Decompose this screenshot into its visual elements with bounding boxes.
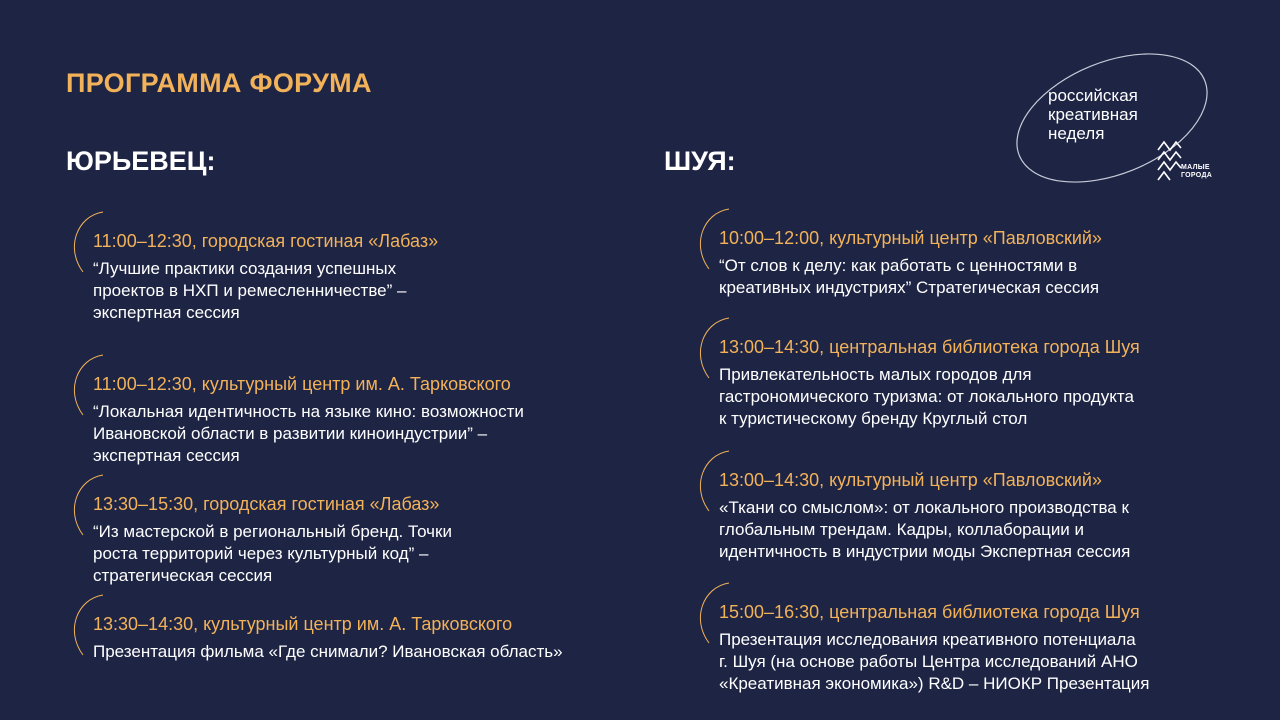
event-description: “Локальная идентичность на языке кино: возможности Ивановской области в развитии киноиндустрии” – экспертная сессия (93, 402, 524, 465)
logo-text: российская креативная неделя (1048, 86, 1138, 143)
event-time: 13:30–14:30, культурный центр им. А. Тарковского (93, 614, 513, 634)
arc-decoration-icon (689, 579, 737, 649)
arc-decoration-icon (689, 447, 737, 517)
event-description: Презентация фильма «Где снимали? Ивановская область» (93, 642, 563, 661)
event-description: “Из мастерской в региональный бренд. Точки роста территорий через культурный код” – стратегическая сессия (93, 522, 452, 585)
event-time: 11:00–12:30, городская гостиная «Лабаз» (93, 231, 439, 251)
event-item (93, 230, 438, 324)
event-description: «Ткани со смыслом»: от локального производства к глобальным трендам. Кадры, коллаборации и идентичность в индустрии моды Экспертная сессия (719, 498, 1131, 561)
event-item (719, 601, 1150, 695)
arc-decoration-icon (689, 205, 737, 275)
event-time: 15:00–16:30, центральная библиотека города Шуя (719, 602, 1140, 622)
arc-decoration-icon (63, 351, 111, 421)
event-time: 13:30–15:30, городская гостиная «Лабаз» (93, 494, 440, 514)
arc-decoration-icon (689, 314, 737, 384)
arc-decoration-icon (63, 208, 111, 278)
arc-decoration-icon (63, 591, 111, 661)
event-description: “От слов к делу: как работать с ценностями в креативных индустриях” Стратегическая сессия (719, 256, 1100, 297)
event-time: 10:00–12:00, культурный центр «Павловский» (719, 228, 1102, 248)
arc-decoration-icon (63, 471, 111, 541)
logo (1000, 52, 1240, 202)
event-time: 13:00–14:30, центральная библиотека города Шуя (719, 337, 1140, 357)
event-item (719, 469, 1130, 563)
event-item (93, 493, 452, 587)
event-item (719, 336, 1140, 430)
column-title-shuya: ШУЯ: (664, 146, 736, 176)
event-time: 11:00–12:30, культурный центр им. А. Тарковского (93, 374, 511, 394)
mountain-logo-icon (1156, 136, 1182, 182)
event-time: 13:00–14:30, культурный центр «Павловский» (719, 470, 1102, 490)
event-item (93, 613, 563, 663)
event-item (719, 227, 1102, 299)
event-description: Привлекательность малых городов для гастрономического туризма: от локального продукта к туристическому бренду Круглый стол (719, 365, 1134, 428)
event-item (93, 373, 524, 467)
event-description: “Лучшие практики создания успешных проектов в НХП и ремесленничестве” – экспертная сессия (93, 259, 407, 322)
page-title: ПРОГРАММА ФОРУМА (66, 68, 372, 98)
logo-subtext: МАЛЫЕ ГОРОДА (1181, 164, 1213, 179)
column-title-yurevets: ЮРЬЕВЕЦ: (66, 146, 216, 176)
event-description: Презентация исследования креативного потенциала г. Шуя (на основе работы Центра исследований АНО «Креативная экономика») R&D – НИОКР Презентация (719, 630, 1150, 693)
